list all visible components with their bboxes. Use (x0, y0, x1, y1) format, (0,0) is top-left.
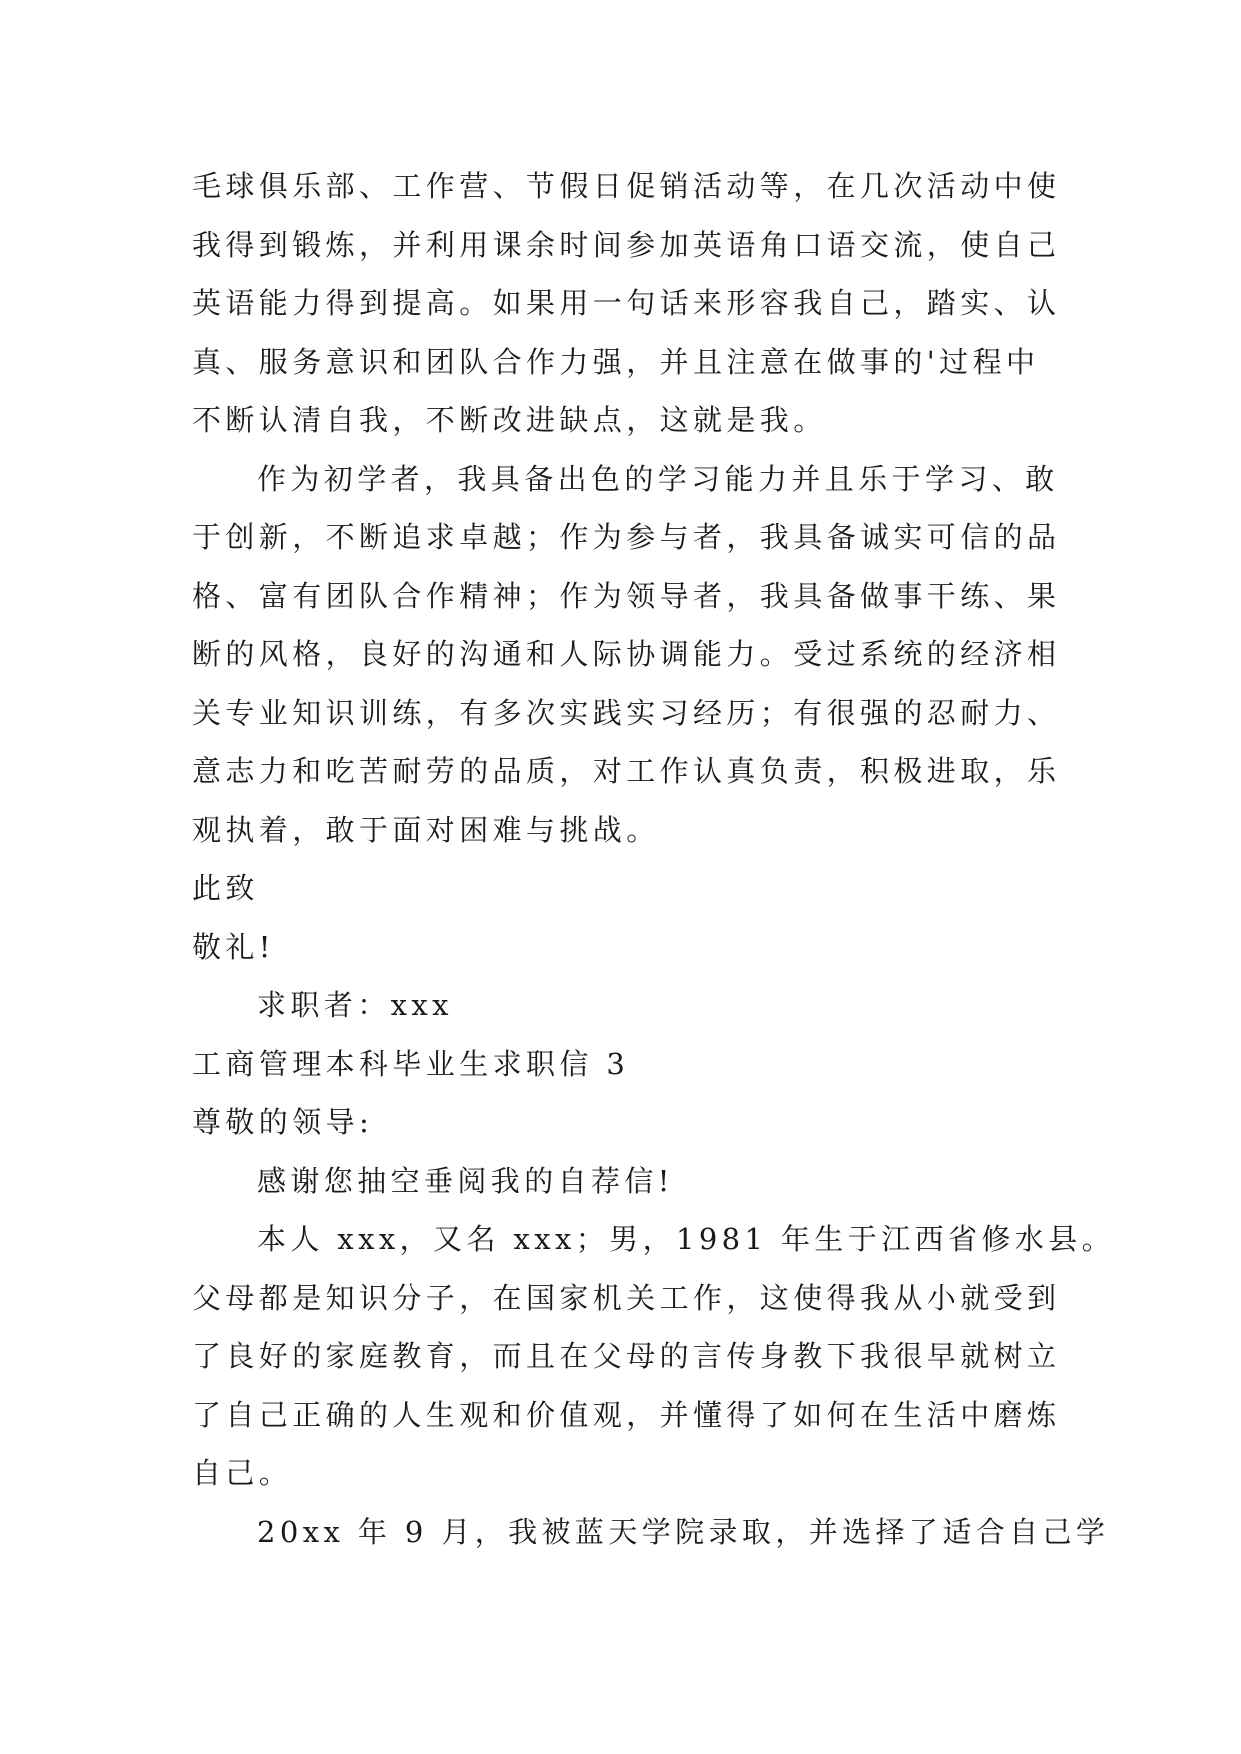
text-line: 不断认清自我，不断改进缺点，这就是我。 (192, 403, 827, 437)
text-line: 英语能力得到提高。如果用一句话来形容我自己，踏实、认 (192, 286, 1061, 320)
text-line: 断的风格，良好的沟通和人际协调能力。受过系统的经济相 (192, 637, 1061, 671)
text-line: 自己。 (192, 1456, 293, 1490)
text-line: 20xx 年 9 月，我被蓝天学院录取，并选择了适合自己学 (257, 1514, 1110, 1549)
text-line: 我得到锻炼，并利用课余时间参加英语角口语交流，使自己 (192, 227, 1061, 262)
text-line: 求职者：xxx (257, 988, 453, 1022)
text-line: 本人 xxx，又名 xxx；男，1981 年生于江西省修水县。 (257, 1222, 1115, 1256)
text-line: 意志力和吃苦耐劳的品质，对工作认真负责，积极进取，乐 (192, 754, 1061, 788)
text-line: 观执着，敢于面对困难与挑战。 (192, 812, 660, 847)
text-line: 毛球俱乐部、工作营、节假日促销活动等，在几次活动中使 (192, 169, 1061, 203)
text-line: 尊敬的领导: (192, 1105, 374, 1139)
text-line: 敬礼! (192, 929, 275, 964)
text-line: 真、服务意识和团队合作力强，并且注意在做事的'过程中 (192, 344, 1040, 379)
text-line: 格、富有团队合作精神；作为领导者，我具备做事干练、果 (192, 578, 1061, 613)
text-line: 工商管理本科毕业生求职信 3 (192, 1046, 630, 1081)
text-line: 关专业知识训练，有多次实践实习经历；有很强的忍耐力、 (192, 695, 1061, 730)
text-line: 于创新，不断追求卓越；作为参与者，我具备诚实可信的品 (192, 520, 1061, 554)
text-line: 了良好的家庭教育，而且在父母的言传身教下我很早就树立 (192, 1339, 1061, 1373)
text-line: 感谢您抽空垂阅我的自荐信! (257, 1163, 674, 1198)
text-line: 此致 (192, 871, 259, 905)
text-line: 作为初学者，我具备出色的学习能力并且乐于学习、敢 (257, 461, 1059, 496)
text-line: 了自己正确的人生观和价值观，并懂得了如何在生活中磨炼 (192, 1397, 1061, 1432)
document-body (192, 157, 1115, 1561)
text-line: 父母都是知识分子，在国家机关工作，这使得我从小就受到 (192, 1280, 1061, 1315)
